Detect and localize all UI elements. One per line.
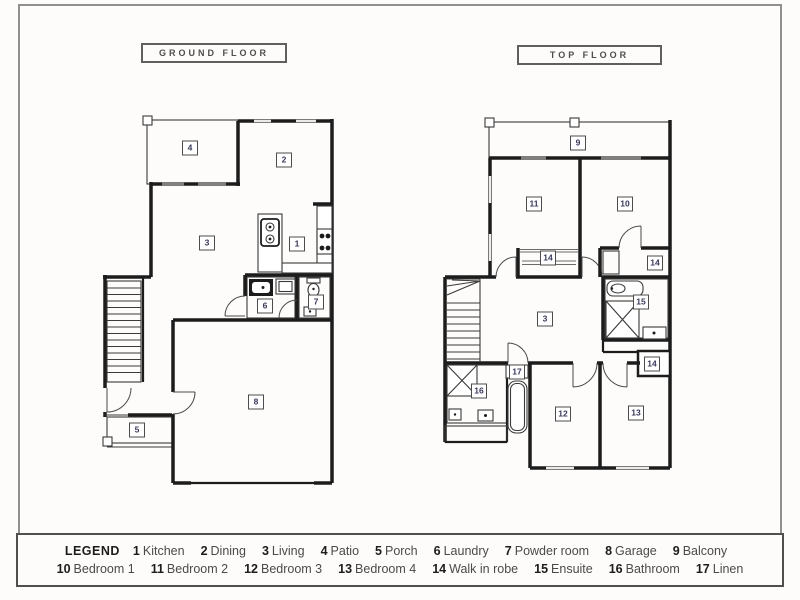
room-label-3: 3 — [537, 312, 553, 327]
room-label-11: 11 — [526, 197, 542, 212]
legend-item-6: 6 Laundry — [433, 544, 489, 558]
legend-item-5: 5 Porch — [375, 544, 418, 558]
legend-item-13: 13 Bedroom 4 — [338, 562, 417, 576]
ground-floor-plan — [100, 110, 350, 500]
top-floor-title: TOP FLOOR — [517, 45, 662, 65]
room-label-15: 15 — [633, 295, 649, 310]
legend-item-15: 15 Ensuite — [534, 562, 593, 576]
legend-item-12: 12 Bedroom 3 — [244, 562, 323, 576]
room-label-4: 4 — [182, 141, 198, 156]
legend-heading: LEGEND — [64, 544, 120, 558]
room-label-3: 3 — [199, 236, 215, 251]
legend-item-8: 8 Garage — [605, 544, 657, 558]
room-label-14: 14 — [644, 357, 660, 372]
legend-item-14: 14 Walk in robe — [432, 562, 519, 576]
room-label-14: 14 — [647, 256, 663, 271]
legend-item-3: 3 Living — [261, 544, 305, 558]
top-floor-plan — [440, 110, 676, 478]
room-label-13: 13 — [628, 406, 644, 421]
room-label-14: 14 — [540, 251, 556, 266]
legend-row-1 — [18, 544, 782, 558]
room-label-2: 2 — [276, 153, 292, 168]
legend-row-2 — [18, 562, 782, 576]
room-label-8: 8 — [248, 395, 264, 410]
room-label-16: 16 — [471, 384, 487, 399]
room-label-10: 10 — [617, 197, 633, 212]
legend-item-4: 4 Patio — [320, 544, 360, 558]
legend-item-9: 9 Balcony — [672, 544, 728, 558]
room-label-17: 17 — [509, 365, 525, 380]
legend-item-2: 2 Dining — [200, 544, 246, 558]
legend-item-1: 1 Kitchen — [132, 544, 185, 558]
room-label-1: 1 — [289, 237, 305, 252]
room-label-12: 12 — [555, 407, 571, 422]
legend-item-10: 10 Bedroom 1 — [56, 562, 135, 576]
room-label-5: 5 — [129, 423, 145, 438]
legend-item-11: 11 Bedroom 2 — [150, 562, 229, 576]
legend — [16, 533, 784, 587]
room-label-7: 7 — [308, 295, 324, 310]
legend-item-17: 17 Linen — [695, 562, 744, 576]
room-label-6: 6 — [257, 299, 273, 314]
room-label-9: 9 — [570, 136, 586, 151]
legend-item-7: 7 Powder room — [504, 544, 590, 558]
legend-item-16: 16 Bathroom — [608, 562, 680, 576]
ground-floor-title: GROUND FLOOR — [141, 43, 287, 63]
